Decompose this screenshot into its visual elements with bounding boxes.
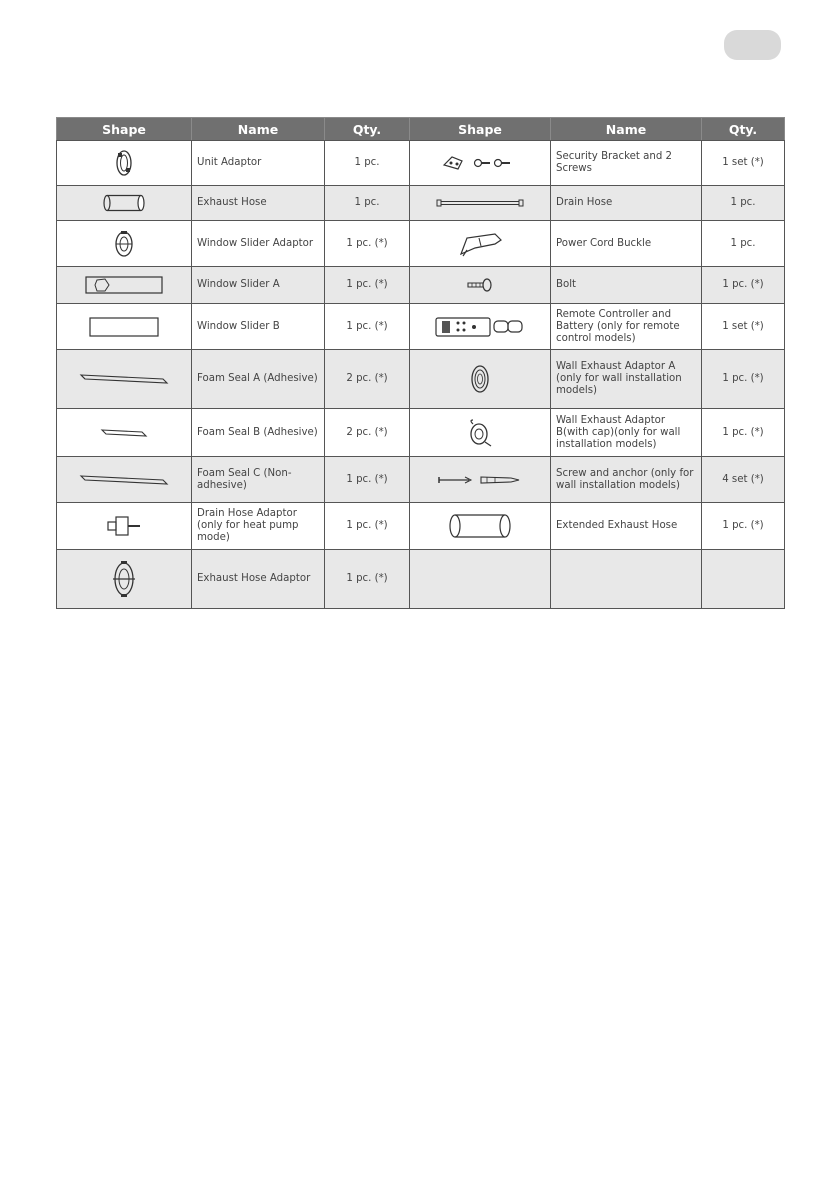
empty-name-cell	[551, 550, 702, 609]
empty-qty-cell	[702, 550, 785, 609]
table-row	[57, 550, 785, 609]
table-row	[57, 457, 785, 503]
part-name: Security Bracket and 2 Screws	[551, 141, 702, 186]
part-name: Wall Exhaust Adaptor A (only for wall installation models)	[551, 350, 702, 409]
part-qty: 1 pc. (*)	[325, 304, 410, 350]
part-name: Foam Seal A (Adhesive)	[192, 350, 325, 409]
accessories-table	[56, 117, 785, 609]
part-qty: 1 set (*)	[702, 304, 785, 350]
empty-shape-cell	[410, 550, 551, 609]
part-qty: 1 pc. (*)	[702, 503, 785, 550]
header-name-2: Name	[551, 118, 702, 141]
part-qty: 2 pc. (*)	[325, 350, 410, 409]
window-slider-b-icon	[57, 304, 192, 350]
part-qty: 2 pc. (*)	[325, 409, 410, 457]
unit-adaptor-icon	[57, 141, 192, 186]
part-name: Wall Exhaust Adaptor B(with cap)(only for wall installation models)	[551, 409, 702, 457]
table-row	[57, 350, 785, 409]
table-row	[57, 221, 785, 267]
security-bracket-icon	[410, 141, 551, 186]
header-qty: Qty.	[325, 118, 410, 141]
bolt-icon	[410, 267, 551, 304]
part-name: Screw and anchor (only for wall installation models)	[551, 457, 702, 503]
table-header-row	[57, 118, 785, 141]
exhaust-hose-icon	[57, 186, 192, 221]
window-slider-adaptor-icon	[57, 221, 192, 267]
foam-seal-a-icon	[57, 350, 192, 409]
part-name: Foam Seal B (Adhesive)	[192, 409, 325, 457]
part-qty: 1 pc.	[325, 186, 410, 221]
part-qty: 1 pc. (*)	[325, 457, 410, 503]
header-qty-2: Qty.	[702, 118, 785, 141]
part-name: Bolt	[551, 267, 702, 304]
part-qty: 1 set (*)	[702, 141, 785, 186]
header-name: Name	[192, 118, 325, 141]
part-name: Window Slider A	[192, 267, 325, 304]
exhaust-hose-adaptor-icon	[57, 550, 192, 609]
table-row	[57, 186, 785, 221]
extended-exhaust-hose-icon	[410, 503, 551, 550]
foam-seal-c-icon	[57, 457, 192, 503]
part-name: Window Slider B	[192, 304, 325, 350]
part-qty: 4 set (*)	[702, 457, 785, 503]
part-name: Exhaust Hose	[192, 186, 325, 221]
part-qty: 1 pc. (*)	[702, 409, 785, 457]
language-tab-badge	[724, 30, 781, 60]
part-qty: 1 pc. (*)	[325, 503, 410, 550]
part-name: Drain Hose Adaptor (only for heat pump mode)	[192, 503, 325, 550]
window-slider-a-icon	[57, 267, 192, 304]
table-row	[57, 409, 785, 457]
part-qty: 1 pc.	[702, 186, 785, 221]
drain-hose-icon	[410, 186, 551, 221]
power-cord-buckle-icon	[410, 221, 551, 267]
foam-seal-b-icon	[57, 409, 192, 457]
part-name: Unit Adaptor	[192, 141, 325, 186]
header-shape-2: Shape	[410, 118, 551, 141]
part-qty: 1 pc. (*)	[702, 267, 785, 304]
wall-exhaust-adaptor-a-icon	[410, 350, 551, 409]
part-name: Extended Exhaust Hose	[551, 503, 702, 550]
part-qty: 1 pc. (*)	[325, 221, 410, 267]
part-name: Drain Hose	[551, 186, 702, 221]
part-qty: 1 pc.	[702, 221, 785, 267]
table-row	[57, 141, 785, 186]
part-name: Power Cord Buckle	[551, 221, 702, 267]
part-qty: 1 pc. (*)	[325, 550, 410, 609]
part-qty: 1 pc. (*)	[325, 267, 410, 304]
part-name: Exhaust Hose Adaptor	[192, 550, 325, 609]
wall-exhaust-adaptor-b-icon	[410, 409, 551, 457]
drain-hose-adaptor-icon	[57, 503, 192, 550]
header-shape: Shape	[57, 118, 192, 141]
part-qty: 1 pc.	[325, 141, 410, 186]
part-name: Window Slider Adaptor	[192, 221, 325, 267]
table-row	[57, 503, 785, 550]
part-name: Remote Controller and Battery (only for remote control models)	[551, 304, 702, 350]
table-row	[57, 304, 785, 350]
remote-controller-icon	[410, 304, 551, 350]
table-row	[57, 267, 785, 304]
screw-anchor-icon	[410, 457, 551, 503]
part-qty: 1 pc. (*)	[702, 350, 785, 409]
part-name: Foam Seal C (Non-adhesive)	[192, 457, 325, 503]
